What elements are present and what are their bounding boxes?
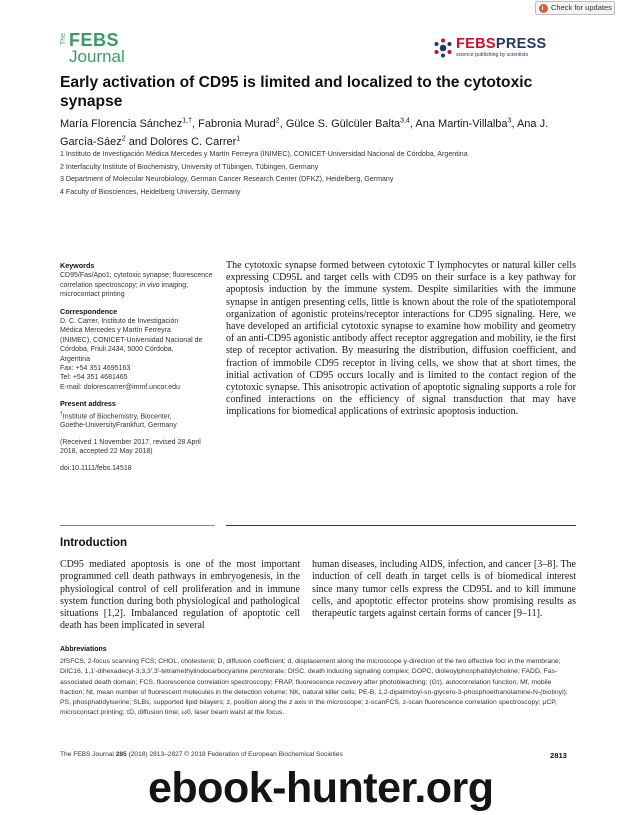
logo-febs: FEBS <box>69 30 120 50</box>
article-title: Early activation of CD95 is limited and localized to the cytotoxic synapse <box>60 74 533 110</box>
abstract: The cytotoxic synapse formed between cytotoxic T lymphocytes or natural killer cells expressing CD95L and target cells with CD95 on their surface is a key pathway for apoptosis induction by the immune system. Despite similarities with the immune synapse in antigen presenting cells, little is known about the role of the spatiotemporal organization of agonistic proteins/receptor interactions for CD95 signaling. Here, we have developed an artificial cytotoxic synapse to examine how mobility and geometry of an anti-CD95 agonistic antibody affect receptor aggregation and mobility, ie the first step of receptor activation. By measuring the distribution, diffusion coefficient, and fraction of immobile CD95 receptor in living cells, we show that at short times, the initial activation of CD95 occurs locally and is limited to the contact region of the cytotoxic synapse. This anisotropic activation of apoptotic signaling supports a role for confined interactions on the efficiency of signal transduction that may have implications for biomedical applications of extrinsic apoptosis induction. <box>226 260 576 418</box>
page-number: 2813 <box>550 751 567 760</box>
introduction-heading: Introduction <box>60 537 128 549</box>
author: Ana J. García-Sáez$^2$ and <box>60 117 549 149</box>
author: Ana Martin-Villalba$^3$, <box>415 117 517 130</box>
check-for-updates-label: Check for updates <box>551 3 612 12</box>
correspondence-heading: Correspondence <box>60 306 118 316</box>
abbreviations-text: 2fSFCS, 2-focus scanning FCS; CHOL, cholesterol; D, diffusion coefficient; d, displacement along the microscope y-direction of the two effective foci in the membrane; DiIC16, 1,1′-dihexadecyl-3,3,3′,3′-tetramethylindocarbocyanine perchlorate; DISC, death inducing signaling complex; DOPC, dioleoylphosphatidylcholine; FADD, Fas-associated death domain; FCS, fluorescence correlation spectroscopy; FRAP, fluorescence recovery after photobleaching; (Gτ), autocorrelation function; Mf, mobile fraction; Nt, mean number of fluorescent molecules in the detection volume; NK, natural killer cells; PE-B, 1,2-dipalmitoyl-sn-glycero-3-phosphoethanolamine-N-(biotinyl); PS, phosphatidylserine; SLBs, supported lipid bilayers; z, position along the z axis in the microscope; z-scanFCS, z-scan fluorescence correlation spectroscopy; μCP, microcontact printing; τD, diffusion time; ω0, laser beam waist at the focus. <box>60 658 568 717</box>
present-address-heading: Present address <box>60 399 116 409</box>
watermark: ebook-hunter.org <box>148 764 494 812</box>
introduction-column-1: CD95 mediated apoptosis is one of the most important programmed cell death pathways in embryogenesis, in the physiological control of cell proliferation and in immune system function during both physiological and pathological situations [1,2]. Imbalanced regulation of apoptotic cell death has been implicated in several <box>60 559 300 632</box>
doi: doi:10.1111/febs.14518 <box>60 464 132 472</box>
present-address-block <box>60 399 215 431</box>
press-name: FEBSPRESS <box>456 36 547 52</box>
keywords-text: CD95/Fas/Apo1; cytotoxic synapse; fluorescence correlation spectroscopy; in vivo imaging; microcontact printing <box>60 272 213 299</box>
keywords-heading: Keywords <box>60 261 95 270</box>
correspondence-fax: Fax: +54 351 4695163 <box>60 365 131 373</box>
received-dates: (Received 1 November 2017, revised 28 April 2018, accepted 22 May 2018) <box>60 438 201 456</box>
press-tagline: science publishing by scientists <box>456 52 529 58</box>
check-updates-icon <box>539 4 548 13</box>
author: María Florencia Sánchez$^{1,\dagger}$, <box>60 117 199 130</box>
author-list <box>60 113 570 150</box>
febs-press-emblem-icon <box>432 37 454 59</box>
affiliation: 3 Department of Molecular Neurobiology, German Cancer Research Center (DFKZ), Heidelberg, Germany <box>60 175 394 183</box>
abbreviations-block <box>60 645 576 718</box>
febs-press-logo <box>432 36 547 64</box>
correspondence-line: (INIMEC), CONICET-Universidad Nacional de <box>60 336 203 344</box>
affiliations <box>60 148 580 198</box>
affiliation: 4 Faculty of Biosciences, Heidelberg University, Germany <box>60 187 241 196</box>
affiliation: 2 Interfaculty Institute of Biochemistry, University of Tübingen, Tübingen, Germany <box>60 162 319 171</box>
correspondence-tel: Tel: +54 351 4681465 <box>60 374 128 382</box>
divider-left <box>60 525 215 526</box>
present-address-line: Goethe-UniversityFrankfurt, Germany <box>60 422 177 430</box>
introduction-column-2: human diseases, including AIDS, infection, and cancer [3–8]. The induction of cell death in target cells is of biomedical interest since many tumor cells express the CD95L and to kill immune cells, and apoptotic effector proteins show promising results as therapeutic targets against certain forms of cancer [9–11]. <box>312 559 576 620</box>
keywords-block <box>60 261 215 300</box>
divider-right <box>226 525 576 526</box>
affiliation: 1 Instituto de Investigación Médica Mercedes y Martín Ferreyra (INIMEC), CONICET-Universidad Nacional de Córdoba, Argentina <box>60 150 468 158</box>
author: Gülce S. Gülcüler Balta$^{3,4}$, <box>285 117 416 130</box>
present-address-line: †Institute of Biochemistry, Biocenter, <box>60 410 172 421</box>
correspondence-line: D. C. Carrer, Instituto de Investigación <box>60 318 179 326</box>
author: Dolores C. Carrer$^1$ <box>150 135 241 149</box>
logo-the: The <box>60 33 67 46</box>
author: Fabronia Murad$^2$, <box>198 117 286 130</box>
logo-journal: Journal <box>69 47 125 66</box>
febs-journal-logo <box>60 30 130 68</box>
check-for-updates-button[interactable] <box>535 1 615 15</box>
correspondence-block <box>60 307 215 393</box>
abbreviations-heading: Abbreviations <box>60 646 107 653</box>
correspondence-line: Córdoba, Friuli 2434, 5000 Córdoba, <box>60 346 174 354</box>
correspondence-line: Argentina <box>60 355 90 363</box>
footer-citation: The FEBS Journal 285 (2018) 2813–2827 © 2018 Federation of European Biochemical Societies <box>60 751 343 758</box>
correspondence-line: Médica Mercedes y Martín Ferreyra <box>60 327 171 335</box>
correspondence-email: E-mail: dolorescarrer@immf.uncor.edu <box>60 383 180 391</box>
article-info-sidebar <box>60 261 215 480</box>
